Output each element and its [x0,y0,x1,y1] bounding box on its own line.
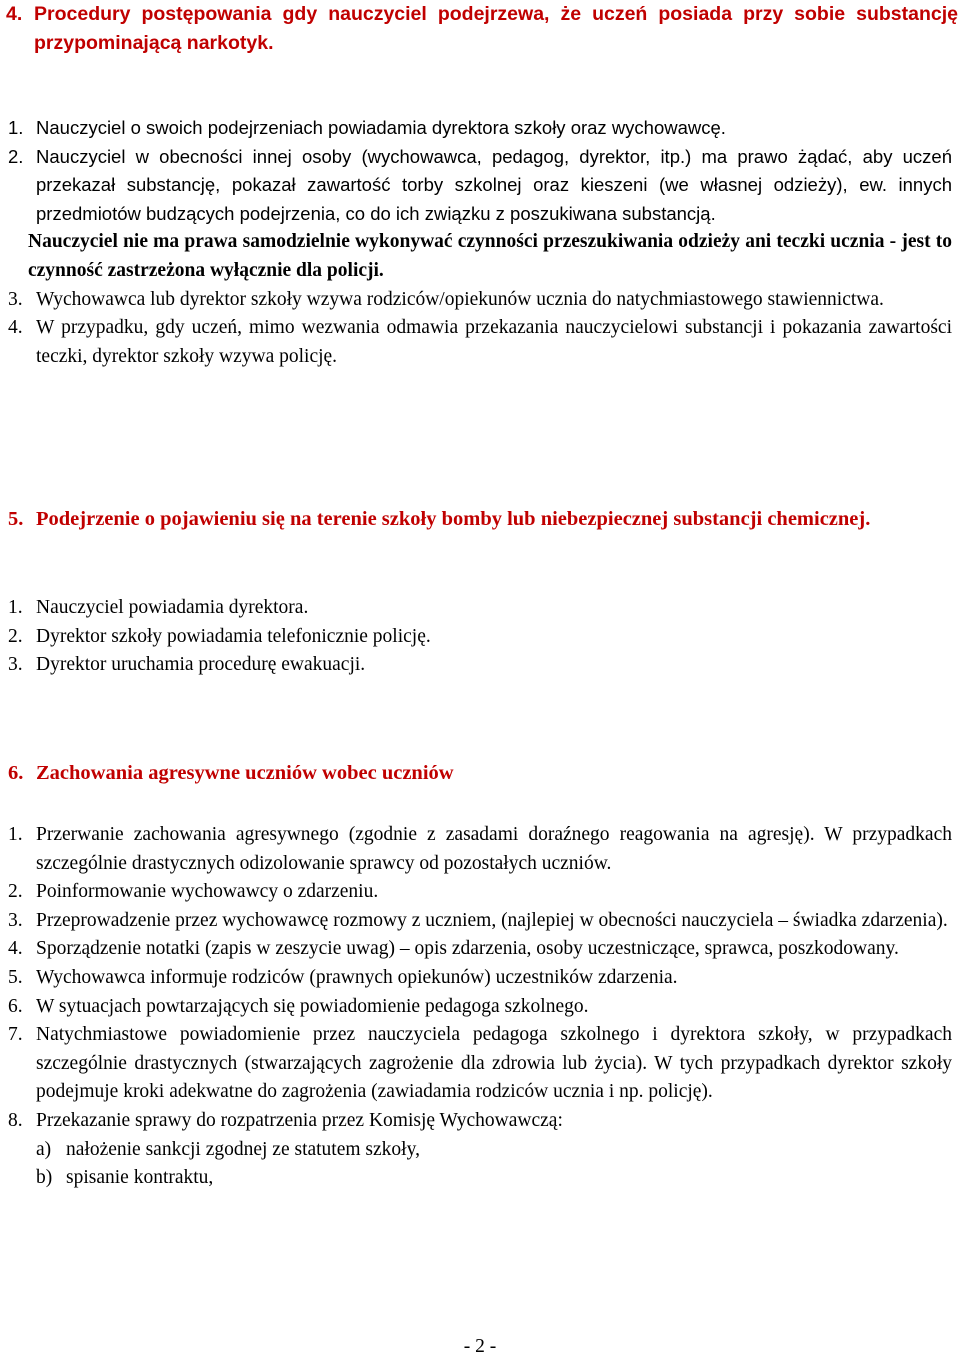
item-text: Dyrektor uruchamia procedurę ewakuacji. [36,654,366,676]
sub-list-item [0,1136,960,1165]
item-number: 2. [8,145,24,167]
item-text: Przerwanie zachowania agresywnego (zgodnie z zasadami doraźnego reagowania na agresję). W przypadkach szczególnie drastycznych odizolowanie sprawcy od pozostałych uczniów. [36,824,952,874]
list-item [0,594,960,623]
item-number: 1. [8,597,23,618]
item-text: Przeprowadzenie przez wychowawcę rozmowy z uczniem, (najlepiej w obecności nauczyciela – świadka zdarzenia). [36,909,948,931]
item-number: 2. [8,625,23,647]
page-number: - 2 - [463,1336,497,1357]
section-5-number: 5. [8,508,24,530]
list-item [0,907,960,936]
sub-item-letter: a) [36,1138,52,1160]
list-item [0,143,960,229]
item-text: Poinformowanie wychowawcy o zdarzeniu. [36,881,379,903]
item-text: Nauczyciel powiadamia dyrektora. [36,597,309,618]
list-item [0,993,960,1022]
section-4-heading [0,0,960,57]
sub-item-text: spisanie kontraktu, [66,1167,214,1189]
list-item [0,1107,960,1136]
section-5-heading [0,505,960,534]
item-number: 3. [8,288,23,310]
item-text: Wychowawca informuje rodziców (prawnych opiekunów) uczestników zdarzenia. [36,966,678,988]
section-6-heading [0,759,960,788]
item-text-bold: Nauczyciel nie ma prawa samodzielnie wykonywać czynności przeszukiwania odzieży ani teczki ucznia - jest to czynność zastrzeżona wyłącznie dla policji. [28,231,952,281]
item-text: Nauczyciel o swoich podejrzeniach powiadamia dyrektora szkoły oraz wychowawcę. [36,117,726,138]
item-text: Dyrektor szkoły powiadamia telefonicznie policję. [36,625,431,647]
sub-list-item [0,1164,960,1193]
list-item [0,821,960,878]
item-text: Przekazanie sprawy do rozpatrzenia przez Komisję Wychowawczą: [36,1109,563,1131]
item-number: 2. [8,881,23,903]
list-item [0,651,960,680]
section-4-list [0,114,960,371]
item-number: 8. [8,1109,23,1131]
section-6-list [0,821,960,1193]
section-5-title: Podejrzenie o pojawieniu się na terenie szkoły bomby lub niebezpiecznej substancji chemicznej. [36,508,871,530]
list-item [0,1021,960,1107]
item-text: Natychmiastowe powiadomienie przez nauczyciela pedagoga szkolnego i dyrektora szkoły, w przypadkach szczególnie drastycznych (stwarzających zagrożenie dla zdrowia lub życia). W tych przypadkach dyrektor szkoły podejmuje kroki adekwatne do zagrożenia (zawiadamia rodziców ucznia i np. policję). [36,1024,952,1103]
list-item [0,964,960,993]
item-text: Sporządzenie notatki (zapis w zeszycie uwag) – opis zdarzenia, osoby uczestniczące, sprawca, poszkodowany. [36,938,899,960]
list-item [0,314,960,371]
item-number: 3. [8,909,23,931]
item-text: W sytuacjach powtarzających się powiadomienie pedagoga szkolnego. [36,995,589,1017]
section-5-list [0,594,960,680]
item-number: 3. [8,654,23,676]
item-number: 6. [8,995,23,1017]
section-4-title: Procedury postępowania gdy nauczyciel podejrzewa, że uczeń posiada przy sobie substancję przypominającą narkotyk. [34,3,958,54]
item-number: 5. [8,966,23,988]
item-number: 4. [8,938,23,960]
list-item [0,623,960,652]
item-text: Nauczyciel w obecności innej osoby (wychowawca, pedagog, dyrektor, itp.) ma prawo żądać, aby uczeń przekazał substancję, pokazał zawartość torby szkolnej oraz kieszeni (we własnej odzieży), ew. innych przedmiotów budzących podejrzenia, co do ich związku z poszukiwana substancją. [36,145,952,224]
list-item-warning [0,228,960,285]
item-number: 7. [8,1024,23,1046]
section-4-number: 4. [6,3,23,25]
sub-item-letter: b) [36,1167,53,1189]
item-text: Wychowawca lub dyrektor szkoły wzywa rodziców/opiekunów ucznia do natychmiastowego stawiennictwa. [36,288,884,310]
section-6-title: Zachowania agresywne uczniów wobec uczniów [36,762,454,784]
section-6-number: 6. [8,762,24,784]
sub-item-text: nałożenie sankcji zgodnej ze statutem szkoły, [66,1138,420,1160]
list-item [0,935,960,964]
list-item [0,286,960,315]
item-text: W przypadku, gdy uczeń, mimo wezwania odmawia przekazania nauczycielowi substancji i pokazania zawartości teczki, dyrektor szkoły wzywa policję. [36,317,952,367]
item-number: 1. [8,117,24,138]
item-number: 1. [8,824,23,845]
list-item [0,114,960,143]
item-number: 4. [8,317,23,339]
list-item [0,878,960,907]
